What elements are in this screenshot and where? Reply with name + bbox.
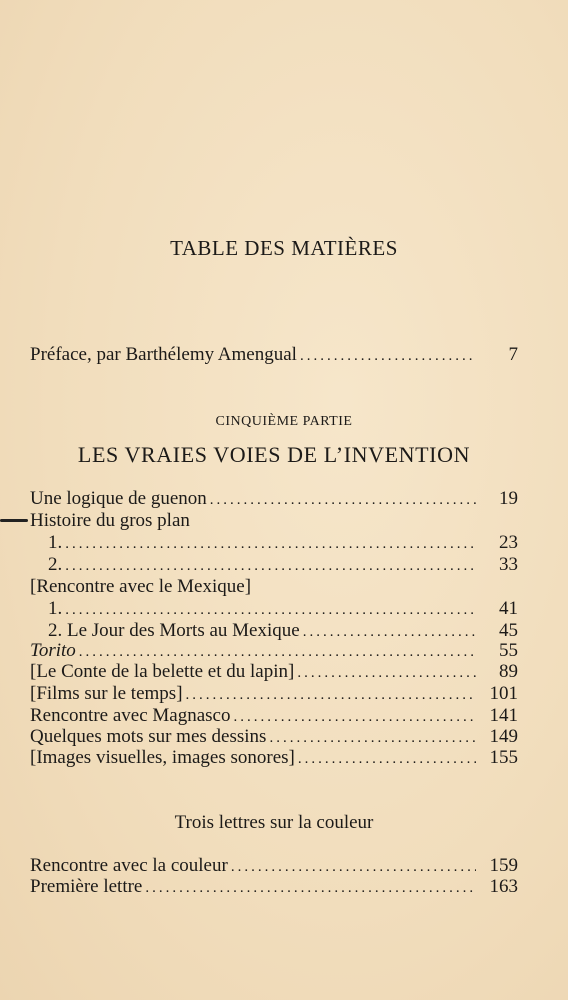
leader-dots xyxy=(65,533,476,555)
toc-entry xyxy=(30,510,518,532)
toc-entry-label: Première lettre xyxy=(30,876,143,897)
toc-entry-page: 33 xyxy=(499,554,518,575)
toc-entry-page: 7 xyxy=(508,344,518,365)
section-title: Trois lettres sur la couleur xyxy=(174,812,374,833)
toc-entry xyxy=(30,747,518,769)
leader-dots xyxy=(79,641,476,663)
toc-entry-page: 101 xyxy=(489,683,518,704)
toc-entry-label: Torito xyxy=(30,640,76,661)
leader-dots xyxy=(65,555,476,577)
toc-entry-label: [Images visuelles, images sonores] xyxy=(30,747,295,768)
part-title: LES VRAIES VOIES DE L’INVENTION xyxy=(77,442,471,467)
toc-entry-page: 41 xyxy=(499,598,518,619)
toc-entry xyxy=(30,576,518,598)
toc-entry-label: [Rencontre avec le Mexique] xyxy=(30,576,252,597)
toc-entry-page: 23 xyxy=(499,532,518,553)
toc-entry xyxy=(30,726,518,748)
toc-entry-label: 2. Le Jour des Morts au Mexique xyxy=(48,620,300,641)
leader-dots xyxy=(65,599,476,621)
toc-entry xyxy=(30,620,518,642)
pen-mark xyxy=(0,519,28,522)
leader-dots xyxy=(231,856,476,878)
toc-entry-page: 159 xyxy=(489,855,518,876)
toc-entry-label: Une logique de guenon xyxy=(30,488,207,509)
toc-entry xyxy=(30,705,518,727)
toc-entry-label: Préface, par Barthélemy Amengual xyxy=(30,344,297,365)
leader-dots xyxy=(300,345,476,367)
toc-entry-label: Histoire du gros plan xyxy=(30,510,190,531)
leader-dots xyxy=(233,706,476,728)
toc-entry-preface xyxy=(30,344,518,366)
toc-entry-page: 19 xyxy=(499,488,518,509)
toc-entry-label: 2. xyxy=(48,554,63,575)
leader-dots xyxy=(297,662,476,684)
leader-dots xyxy=(210,489,476,511)
toc-entry xyxy=(30,640,518,662)
toc-entry xyxy=(30,876,518,898)
toc-entry-page: 163 xyxy=(489,876,518,897)
toc-entry-page: 149 xyxy=(489,726,518,747)
toc-entry xyxy=(30,598,518,620)
toc-entry-label: Quelques mots sur mes dessins xyxy=(30,726,267,747)
toc-entry xyxy=(30,855,518,877)
toc-entry-label: Rencontre avec la couleur xyxy=(30,855,228,876)
toc-entry-page: 141 xyxy=(489,705,518,726)
toc-entry-page: 155 xyxy=(489,747,518,768)
leader-dots xyxy=(269,727,476,749)
toc-entry xyxy=(30,532,518,554)
toc-entry xyxy=(30,683,518,705)
toc-entry-label: Rencontre avec Magnasco xyxy=(30,705,231,726)
toc-entry-label: [Le Conte de la belette et du lapin] xyxy=(30,661,295,682)
leader-dots xyxy=(186,684,476,706)
toc-entry-page: 89 xyxy=(499,661,518,682)
toc-entry-page: 45 xyxy=(499,620,518,641)
page-title: TABLE DES MATIÈRES xyxy=(170,236,398,260)
toc-entry-label: [Films sur le temps] xyxy=(30,683,183,704)
toc-entry xyxy=(30,554,518,576)
toc-entry-label: 1. xyxy=(48,532,63,553)
toc-entry-label: 1. xyxy=(48,598,63,619)
part-label: CINQUIÈME PARTIE xyxy=(215,414,353,429)
leader-dots xyxy=(145,877,476,899)
toc-entry xyxy=(30,661,518,683)
leader-dots xyxy=(298,748,476,770)
toc-entry-page: 55 xyxy=(499,640,518,661)
toc-entry xyxy=(30,488,518,510)
